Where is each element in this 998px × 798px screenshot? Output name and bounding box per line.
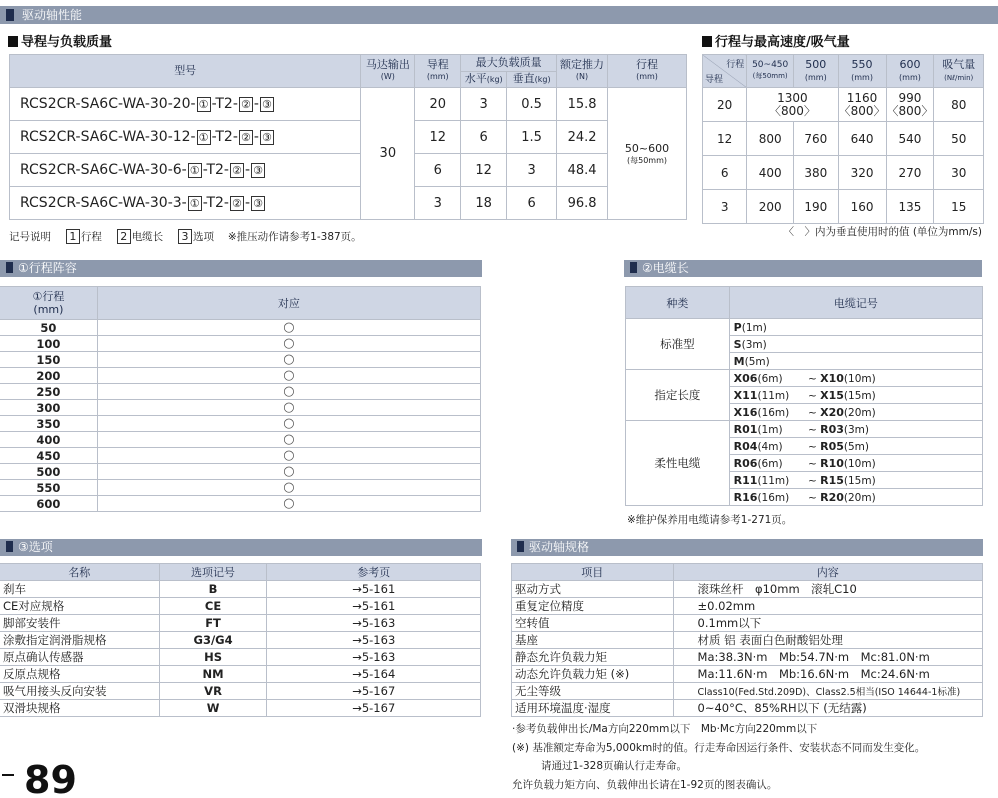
col-lead: 导程 (mm) [415, 55, 461, 88]
t1-title: 导程与负载质量 [8, 31, 112, 50]
motor-cell: 30 [361, 88, 415, 220]
option-page: →5-163 [267, 649, 481, 666]
option-name: 反原点规格 [0, 666, 159, 683]
stroke-value: 400 [0, 432, 97, 448]
table-row [0, 432, 481, 448]
stroke-value: 300 [0, 400, 97, 416]
col-load-h: 水平(kg) [461, 72, 507, 88]
t2-title: 行程与最高速度/吸气量 [702, 31, 850, 50]
page-number: 89 [24, 758, 77, 798]
circle-icon: ○ [283, 368, 295, 383]
section-title: 驱动轴性能 [22, 8, 83, 22]
option-page: →5-164 [267, 666, 481, 683]
spec-item: 静态允许负载力矩 [512, 649, 674, 666]
col-support: 对应 [97, 287, 480, 320]
cable-code: R16(16m) ~ R20(20m) [729, 489, 982, 506]
table-row: RCS2CR-SA6C-WA-30-6- ① -T2- ② - ③ 6 12 3 48.4 [10, 154, 687, 187]
option-code: FT [159, 615, 267, 632]
speed-table [702, 54, 984, 224]
col-name: 名称 [0, 564, 159, 581]
table-row [0, 352, 481, 368]
option-page: →5-167 [267, 683, 481, 700]
table-row [0, 416, 481, 432]
spec-value: ±0.02mm [673, 598, 982, 615]
model-cell: RCS2CR-SA6C-WA-30-20- ① -T2- ② - ③ [10, 88, 361, 121]
support-cell [97, 400, 480, 416]
table-row [626, 370, 983, 387]
model-cell: RCS2CR-SA6C-WA-30-12- ① -T2- ② - ③ [10, 121, 361, 154]
spec-value: Ma:38.3N·m Mb:54.7N·m Mc:81.0N·m [673, 649, 982, 666]
square-icon [6, 541, 13, 552]
table-row: RCS2CR-SA6C-WA-30-3- ① -T2- ② - ③ 3 18 6 96.8 [10, 187, 687, 220]
square-icon [8, 36, 18, 47]
square-icon [6, 262, 13, 273]
spec-note-4: 允许负载力矩方向、负载伸出长请在1-92页的图表确认。 [512, 779, 778, 791]
support-cell [97, 336, 480, 352]
spec-note-2: (※) 基准额定寿命为5,000km时的值。行走寿命因运行条件、安装状态不同而发生变化。 [512, 742, 926, 754]
option-name: 吸气用接头反向安装 [0, 683, 159, 700]
support-cell [97, 352, 480, 368]
speed-note: 〈 〉内为垂直使用时的值 (单位为mm/s) [783, 226, 982, 238]
cable-code: R01(1m) ~ R03(3m) [729, 421, 982, 438]
col-model: 型号 [10, 55, 361, 88]
circle-icon: ○ [283, 448, 295, 463]
col-c2: 500 (mm) [794, 55, 838, 88]
cable-group: 柔性电缆 [626, 421, 730, 506]
stroke-value: 200 [0, 368, 97, 384]
spec-item: 基座 [512, 632, 674, 649]
specs-bar: 驱动轴规格 [511, 539, 983, 556]
spec-value: Ma:11.6N·m Mb:16.6N·m Mc:24.6N·m [673, 666, 982, 683]
circle-icon: ○ [283, 496, 295, 511]
circle-icon: ○ [283, 320, 295, 335]
support-cell [97, 416, 480, 432]
stroke-lineup-bar: ①行程阵容 [0, 260, 482, 277]
spec-item: 动态允许负载力矩 (※) [512, 666, 674, 683]
circle-icon: ○ [283, 336, 295, 351]
stroke-value: 100 [0, 336, 97, 352]
option-page: →5-163 [267, 615, 481, 632]
option-code: CE [159, 598, 267, 615]
table-row [0, 368, 481, 384]
table-row: RCS2CR-SA6C-WA-30-12- ① -T2- ② - ③ 12 6 1.5 24.2 [10, 121, 687, 154]
circle-icon: ○ [283, 416, 295, 431]
spec-item: 空转值 [512, 615, 674, 632]
options-table [0, 563, 481, 717]
cable-bar: ②电缆长 [624, 260, 982, 277]
col-item: 项目 [512, 564, 674, 581]
table-row [0, 632, 481, 649]
table-row: 6 400 380 320 270 30 [703, 156, 984, 190]
cable-code: R04(4m) ~ R05(5m) [729, 438, 982, 455]
option-page: →5-167 [267, 700, 481, 717]
support-cell [97, 320, 480, 336]
col-stroke: 行程 (mm) [608, 55, 687, 88]
col-stroke: ①行程 (mm) [0, 287, 97, 320]
stroke-value: 600 [0, 496, 97, 512]
spec-item: 适用环境温度·湿度 [512, 700, 674, 717]
table-row: 12 800 760 640 540 50 [703, 122, 984, 156]
cable-code: P(1m) [729, 319, 982, 336]
square-icon [517, 541, 524, 552]
cable-group: 指定长度 [626, 370, 730, 421]
table-row [512, 700, 983, 717]
stroke-value: 550 [0, 480, 97, 496]
spec-item: 无尘等级 [512, 683, 674, 700]
square-icon [6, 9, 14, 21]
circle-icon: ○ [283, 464, 295, 479]
table-row [512, 615, 983, 632]
table-row [0, 666, 481, 683]
table-row [0, 700, 481, 717]
spec-value: Class10(Fed.Std.209D)、Class2.5相当(ISO 14644-1标准) [673, 683, 982, 700]
table-row [0, 400, 481, 416]
spec-note-3: 请通过1-328页确认行走寿命。 [541, 760, 688, 772]
col-motor: 马达输出 (W) [361, 55, 415, 88]
table-row [0, 464, 481, 480]
option-code: HS [159, 649, 267, 666]
specs-table [511, 563, 983, 717]
stroke-lineup-table [0, 286, 481, 512]
table-row [0, 384, 481, 400]
option-name: 原点确认传感器 [0, 649, 159, 666]
col-c3: 550 (mm) [838, 55, 886, 88]
option-name: 脚部安装件 [0, 615, 159, 632]
circle-icon: ○ [283, 432, 295, 447]
table-row [0, 496, 481, 512]
support-cell [97, 432, 480, 448]
circle-icon: ○ [283, 384, 295, 399]
legend: 记号说明 1 行程 2 电缆长 3 选项 ※推压动作请参考1-387页。 [9, 230, 362, 243]
support-cell [97, 368, 480, 384]
col-content: 内容 [673, 564, 982, 581]
cable-code: X11(11m) ~ X15(15m) [729, 387, 982, 404]
table-row [512, 632, 983, 649]
table-row: 20 1300 〈800〉 1160 〈800〉 990 〈800〉 80 [703, 88, 984, 122]
table-row [0, 480, 481, 496]
stroke-value: 350 [0, 416, 97, 432]
circle-icon: ○ [283, 480, 295, 495]
spec-item: 重复定位精度 [512, 598, 674, 615]
col-c4: 600 (mm) [886, 55, 934, 88]
table-row [0, 649, 481, 666]
stroke-value: 500 [0, 464, 97, 480]
col-page: 参考页 [267, 564, 481, 581]
option-code: VR [159, 683, 267, 700]
col-air: 吸气量 (Nℓ/min) [934, 55, 984, 88]
table-row [512, 683, 983, 700]
spec-value: 0~40°C、85%RH以下 (无结露) [673, 700, 982, 717]
col-load: 最大负载质量 [461, 55, 557, 72]
spec-value: 0.1mm以下 [673, 615, 982, 632]
table-row [512, 666, 983, 683]
col-kind: 种类 [626, 287, 730, 319]
cable-code: X06(6m) ~ X10(10m) [729, 370, 982, 387]
stroke-value: 450 [0, 448, 97, 464]
col-thrust: 额定推力 (N) [557, 55, 608, 88]
spec-note-1: ·参考负载伸出长/Ma方向220mm以下 Mb·Mc方向220mm以下 [512, 723, 818, 735]
option-name: 刹车 [0, 581, 159, 598]
option-name: 涂敷指定润滑脂规格 [0, 632, 159, 649]
option-page: →5-163 [267, 632, 481, 649]
table-row [0, 683, 481, 700]
option-code: G3/G4 [159, 632, 267, 649]
table-row [626, 319, 983, 336]
cable-code: S(3m) [729, 336, 982, 353]
cable-note: ※维护保养用电缆请参考1-271页。 [627, 514, 793, 526]
support-cell [97, 496, 480, 512]
stroke-value: 250 [0, 384, 97, 400]
col-c1: 50~450 (每50mm) [747, 55, 794, 88]
option-name: 双滑块规格 [0, 700, 159, 717]
square-icon [630, 262, 637, 273]
stroke-value: 50 [0, 320, 97, 336]
table-row [0, 320, 481, 336]
spec-value: 材质 铝 表面白色耐酸铝处理 [673, 632, 982, 649]
stroke-value: 150 [0, 352, 97, 368]
model-cell: RCS2CR-SA6C-WA-30-6- ① -T2- ② - ③ [10, 154, 361, 187]
option-page: →5-161 [267, 598, 481, 615]
support-cell [97, 448, 480, 464]
option-code: B [159, 581, 267, 598]
cable-code: X16(16m) ~ X20(20m) [729, 404, 982, 421]
support-cell [97, 384, 480, 400]
table-row [0, 448, 481, 464]
stroke-cell: 50~600 (每50mm) [608, 88, 687, 220]
section-header [0, 6, 998, 24]
col-corner: 行程 导程 [703, 55, 747, 88]
table-row: 3 200 190 160 135 15 [703, 190, 984, 224]
option-code: NM [159, 666, 267, 683]
cable-group: 标准型 [626, 319, 730, 370]
col-code: 选项记号 [159, 564, 267, 581]
circle-icon: ○ [283, 352, 295, 367]
lead-load-table [9, 54, 687, 220]
table-row [0, 598, 481, 615]
options-bar: ③选项 [0, 539, 482, 556]
table-row [512, 598, 983, 615]
support-cell [97, 480, 480, 496]
spec-item: 驱动方式 [512, 581, 674, 598]
option-code: W [159, 700, 267, 717]
option-name: CE对应规格 [0, 598, 159, 615]
cable-code: R06(6m) ~ R10(10m) [729, 455, 982, 472]
support-cell [97, 464, 480, 480]
table-row [0, 615, 481, 632]
table-row: RCS2CR-SA6C-WA-30-20- ① -T2- ② - ③ 30 20 3 0.5 15.8 50~600 (每50mm) [10, 88, 687, 121]
table-row [0, 581, 481, 598]
table-row [626, 421, 983, 438]
page-dash [2, 774, 14, 776]
cable-table [625, 286, 983, 506]
table-row [512, 649, 983, 666]
model-cell: RCS2CR-SA6C-WA-30-3- ① -T2- ② - ③ [10, 187, 361, 220]
spec-value: 滚珠丝杆 φ10mm 滚轧C10 [673, 581, 982, 598]
option-page: →5-161 [267, 581, 481, 598]
table-row [512, 581, 983, 598]
table-row [0, 336, 481, 352]
square-icon [702, 36, 712, 47]
cable-code: M(5m) [729, 353, 982, 370]
col-load-v: 垂直(kg) [507, 72, 557, 88]
cable-code: R11(11m) ~ R15(15m) [729, 472, 982, 489]
circle-icon: ○ [283, 400, 295, 415]
col-code: 电缆记号 [729, 287, 982, 319]
